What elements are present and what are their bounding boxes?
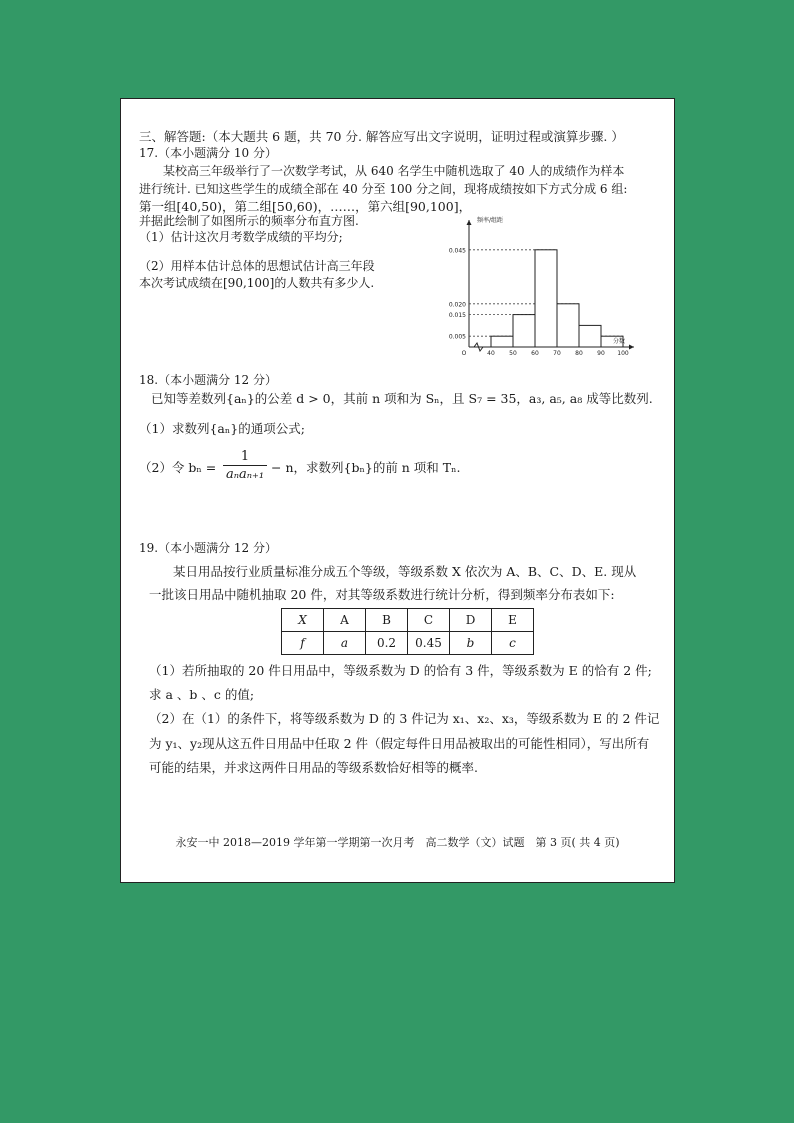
histogram-bar xyxy=(535,250,557,347)
q17-intro-line1: 某校高三年级举行了一次数学考试，从 640 名学生中随机选取了 40 人的成绩作为样本 xyxy=(163,164,625,178)
y-tick-label: 0.015 xyxy=(448,312,466,320)
table-row xyxy=(282,632,534,655)
table-cell: B xyxy=(366,609,408,632)
x-tick-label: 90 xyxy=(597,350,605,357)
q17-part2-line2: 本次考试成绩在[90,100]的人数共有多少人. xyxy=(139,276,375,290)
x-tick-label: 40 xyxy=(487,350,495,357)
q18-part2-suffix: − n，求数列{bₙ}的前 n 项和 Tₙ. xyxy=(271,460,461,475)
table-cell: 0.2 xyxy=(366,632,408,655)
x-tick-label: 70 xyxy=(553,350,561,357)
x-tick-label: 50 xyxy=(509,350,517,357)
histogram-bar xyxy=(579,325,601,347)
x-axis-label: 分数 xyxy=(612,338,626,345)
origin-label: O xyxy=(461,350,467,357)
q19-header: 19.（本小题满分 12 分） xyxy=(139,541,277,555)
table-cell: A xyxy=(324,609,366,632)
x-tick-label: 100 xyxy=(617,350,629,357)
q17-intro-line2: 进行统计. 已知这些学生的成绩全部在 40 分至 100 分之间，现将成绩按如下方式分成 6 组: xyxy=(139,182,628,196)
frequency-histogram xyxy=(439,214,639,359)
table-cell: X xyxy=(282,609,324,632)
y-axis-arrow xyxy=(467,220,472,225)
table-cell: D xyxy=(450,609,492,632)
q17-part1: （1）估计这次月考数学成绩的平均分; xyxy=(139,230,343,244)
y-tick-label: 0.020 xyxy=(448,301,466,309)
q19-intro-line2: 一批该日用品中随机抽取 20 件，对其等级系数进行统计分析，得到频率分布表如下: xyxy=(149,587,615,602)
fraction-denominator: aₙaₙ₊₁ xyxy=(225,467,265,482)
page-footer: 永安一中 2018—2019 学年第一学期第一次月考 高二数学（文）试题 第 3 页( 共 4 页) xyxy=(175,836,620,849)
q18-stem: 已知等差数列{aₙ}的公差 d > 0，其前 n 项和为 Sₙ，且 S₇ = 35，a₃, a₅, a₈ 成等比数列. xyxy=(151,391,653,406)
q19-part2-line1: （2）在（1）的条件下，将等级系数为 D 的 3 件记为 x₁、x₂、x₃，等级系数为 E 的 2 件记 xyxy=(149,711,660,726)
table-cell: f xyxy=(282,632,324,655)
q18-part2-prefix: （2）令 bₙ = xyxy=(139,460,217,475)
histogram-bar xyxy=(557,304,579,347)
q19-part2-line2: 为 y₁、y₂现从这五件日用品中任取 2 件（假定每件日用品被取出的可能性相同），写出所有 xyxy=(149,736,650,751)
histogram-bar xyxy=(513,315,535,347)
table-cell: 0.45 xyxy=(408,632,450,655)
fraction-bar xyxy=(223,465,267,466)
x-tick-label: 80 xyxy=(575,350,583,357)
q19-intro-line1: 某日用品按行业质量标准分成五个等级，等级系数 X 依次为 A、B、C、D、E. 现从 xyxy=(173,564,637,579)
q17-header: 17.（本小题满分 10 分） xyxy=(139,146,277,160)
y-tick-label: 0.005 xyxy=(448,333,466,341)
frequency-table xyxy=(281,608,534,655)
section-heading: 三、解答题:（本大题共 6 题，共 70 分. 解答应写出文字说明，证明过程或演算步骤. ） xyxy=(139,129,624,144)
x-tick-label: 60 xyxy=(531,350,539,357)
exam-page xyxy=(120,98,675,883)
fraction-numerator: 1 xyxy=(240,449,250,464)
q17-part2-line1: （2）用样本估计总体的思想试估计高三年段 xyxy=(139,259,375,273)
q17-intro-line3: 第一组[40,50)，第二组[50,60)，……，第六组[90,100]， xyxy=(139,199,472,214)
x-axis-arrow xyxy=(629,345,634,350)
table-cell: b xyxy=(450,632,492,655)
table-cell: C xyxy=(408,609,450,632)
q17-intro-line4: 并据此绘制了如图所示的频率分布直方图. xyxy=(139,214,359,228)
y-tick-label: 0.045 xyxy=(448,247,466,255)
q19-part1-line2: 求 a 、b 、c 的值; xyxy=(149,687,255,702)
table-row xyxy=(282,609,534,632)
q19-part2-line3: 可能的结果，并求这两件日用品的等级系数恰好相等的概率. xyxy=(149,760,478,775)
table-cell: a xyxy=(324,632,366,655)
q18-header: 18.（本小题满分 12 分） xyxy=(139,373,277,387)
table-cell: E xyxy=(492,609,534,632)
y-axis-label: 频率/组距 xyxy=(477,217,504,224)
q19-part1-line1: （1）若所抽取的 20 件日用品中，等级系数为 D 的恰有 3 件，等级系数为 E 的恰有 2 件; xyxy=(149,663,652,678)
histogram-bar xyxy=(491,336,513,347)
q18-part1: （1）求数列{aₙ}的通项公式; xyxy=(139,421,305,436)
table-cell: c xyxy=(492,632,534,655)
q18-fraction xyxy=(223,449,267,482)
